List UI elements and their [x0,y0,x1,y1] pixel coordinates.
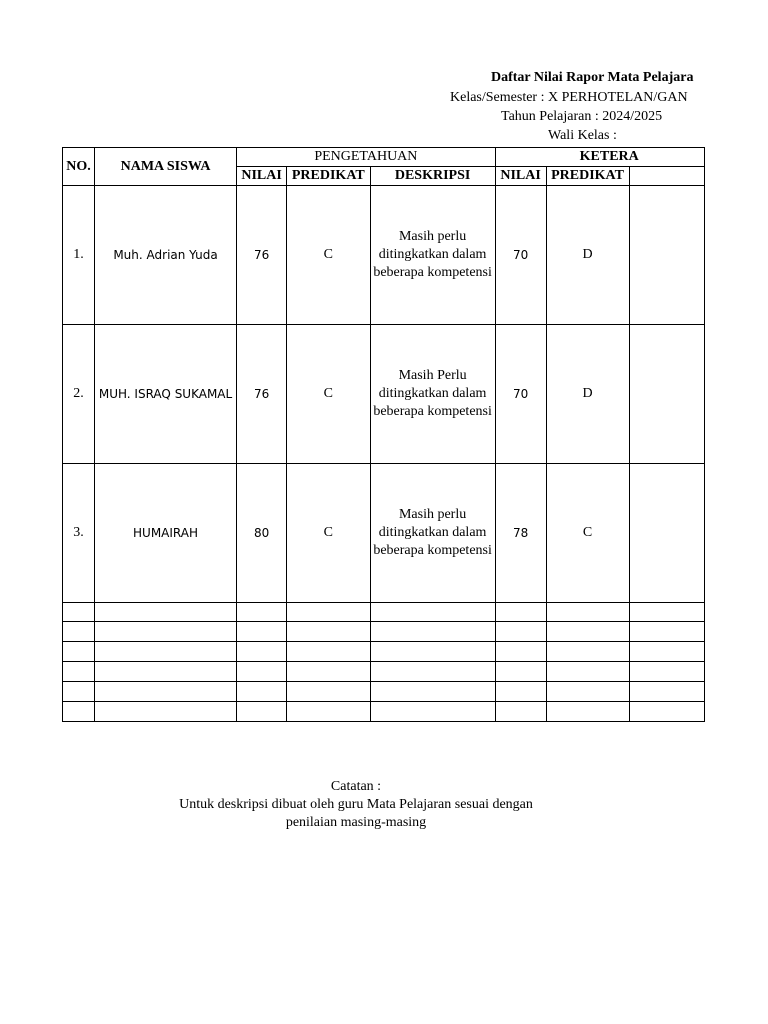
header-predikat-pengetahuan: PREDIKAT [287,167,370,186]
cell-deskripsi: Masih Perlu ditingkatkan dalam beberapa kompetensi [370,325,495,464]
cell-deskripsi: Masih perlu ditingkatkan dalam beberapa kompetensi [370,186,495,325]
cell-nama: Muh. Adrian Yuda [94,186,236,325]
cell-predikat-keterampilan: D [546,325,629,464]
header-nilai-pengetahuan: NILAI [237,167,287,186]
header-extra [629,167,705,186]
header-nilai-keterampilan: NILAI [495,167,546,186]
cell-no: 2. [63,325,95,464]
header-no: NO. [63,148,95,186]
cell-nama: MUH. ISRAQ SUKAMAL [94,325,236,464]
note-line-2: penilaian masing-masing [285,815,427,830]
cell-extra [629,186,705,325]
cell-nilai-pengetahuan: 76 [237,325,287,464]
wali-kelas-line: Wali Kelas : [548,128,617,143]
table-row [63,464,705,603]
cell-no: 3. [63,464,95,603]
empty-row [63,603,705,622]
table-row [63,325,705,464]
note-line-1: Untuk deskripsi dibuat oleh guru Mata Pelajaran sesuai dengan [179,797,533,812]
header-predikat-keterampilan: PREDIKAT [546,167,629,186]
empty-row [63,622,705,642]
cell-no: 1. [63,186,95,325]
report-title: Daftar Nilai Rapor Mata Pelajara [491,70,694,85]
empty-row [63,702,705,722]
cell-deskripsi: Masih perlu ditingkatkan dalam beberapa kompetensi [370,464,495,603]
header-pengetahuan: PENGETAHUAN [237,148,496,167]
empty-row [63,682,705,702]
cell-nilai-keterampilan: 70 [495,186,546,325]
grades-table [62,147,705,722]
cell-nilai-keterampilan: 70 [495,325,546,464]
cell-predikat-pengetahuan: C [287,325,370,464]
empty-row [63,642,705,662]
cell-nilai-pengetahuan: 76 [237,186,287,325]
header-nama-siswa: NAMA SISWA [94,148,236,186]
kelas-semester-line: Kelas/Semester : X PERHOTELAN/GAN [450,90,688,105]
cell-predikat-pengetahuan: C [287,186,370,325]
cell-predikat-pengetahuan: C [287,464,370,603]
table-row [63,186,705,325]
cell-predikat-keterampilan: C [546,464,629,603]
cell-nilai-pengetahuan: 80 [237,464,287,603]
header-deskripsi: DESKRIPSI [370,167,495,186]
cell-extra [629,325,705,464]
empty-row [63,662,705,682]
header-keterampilan: KETERA [495,148,704,167]
note-label: Catatan : [330,779,382,794]
tahun-pelajaran-line: Tahun Pelajaran : 2024/2025 [501,109,663,124]
cell-extra [629,464,705,603]
cell-nama: HUMAIRAH [94,464,236,603]
cell-nilai-keterampilan: 78 [495,464,546,603]
cell-predikat-keterampilan: D [546,186,629,325]
